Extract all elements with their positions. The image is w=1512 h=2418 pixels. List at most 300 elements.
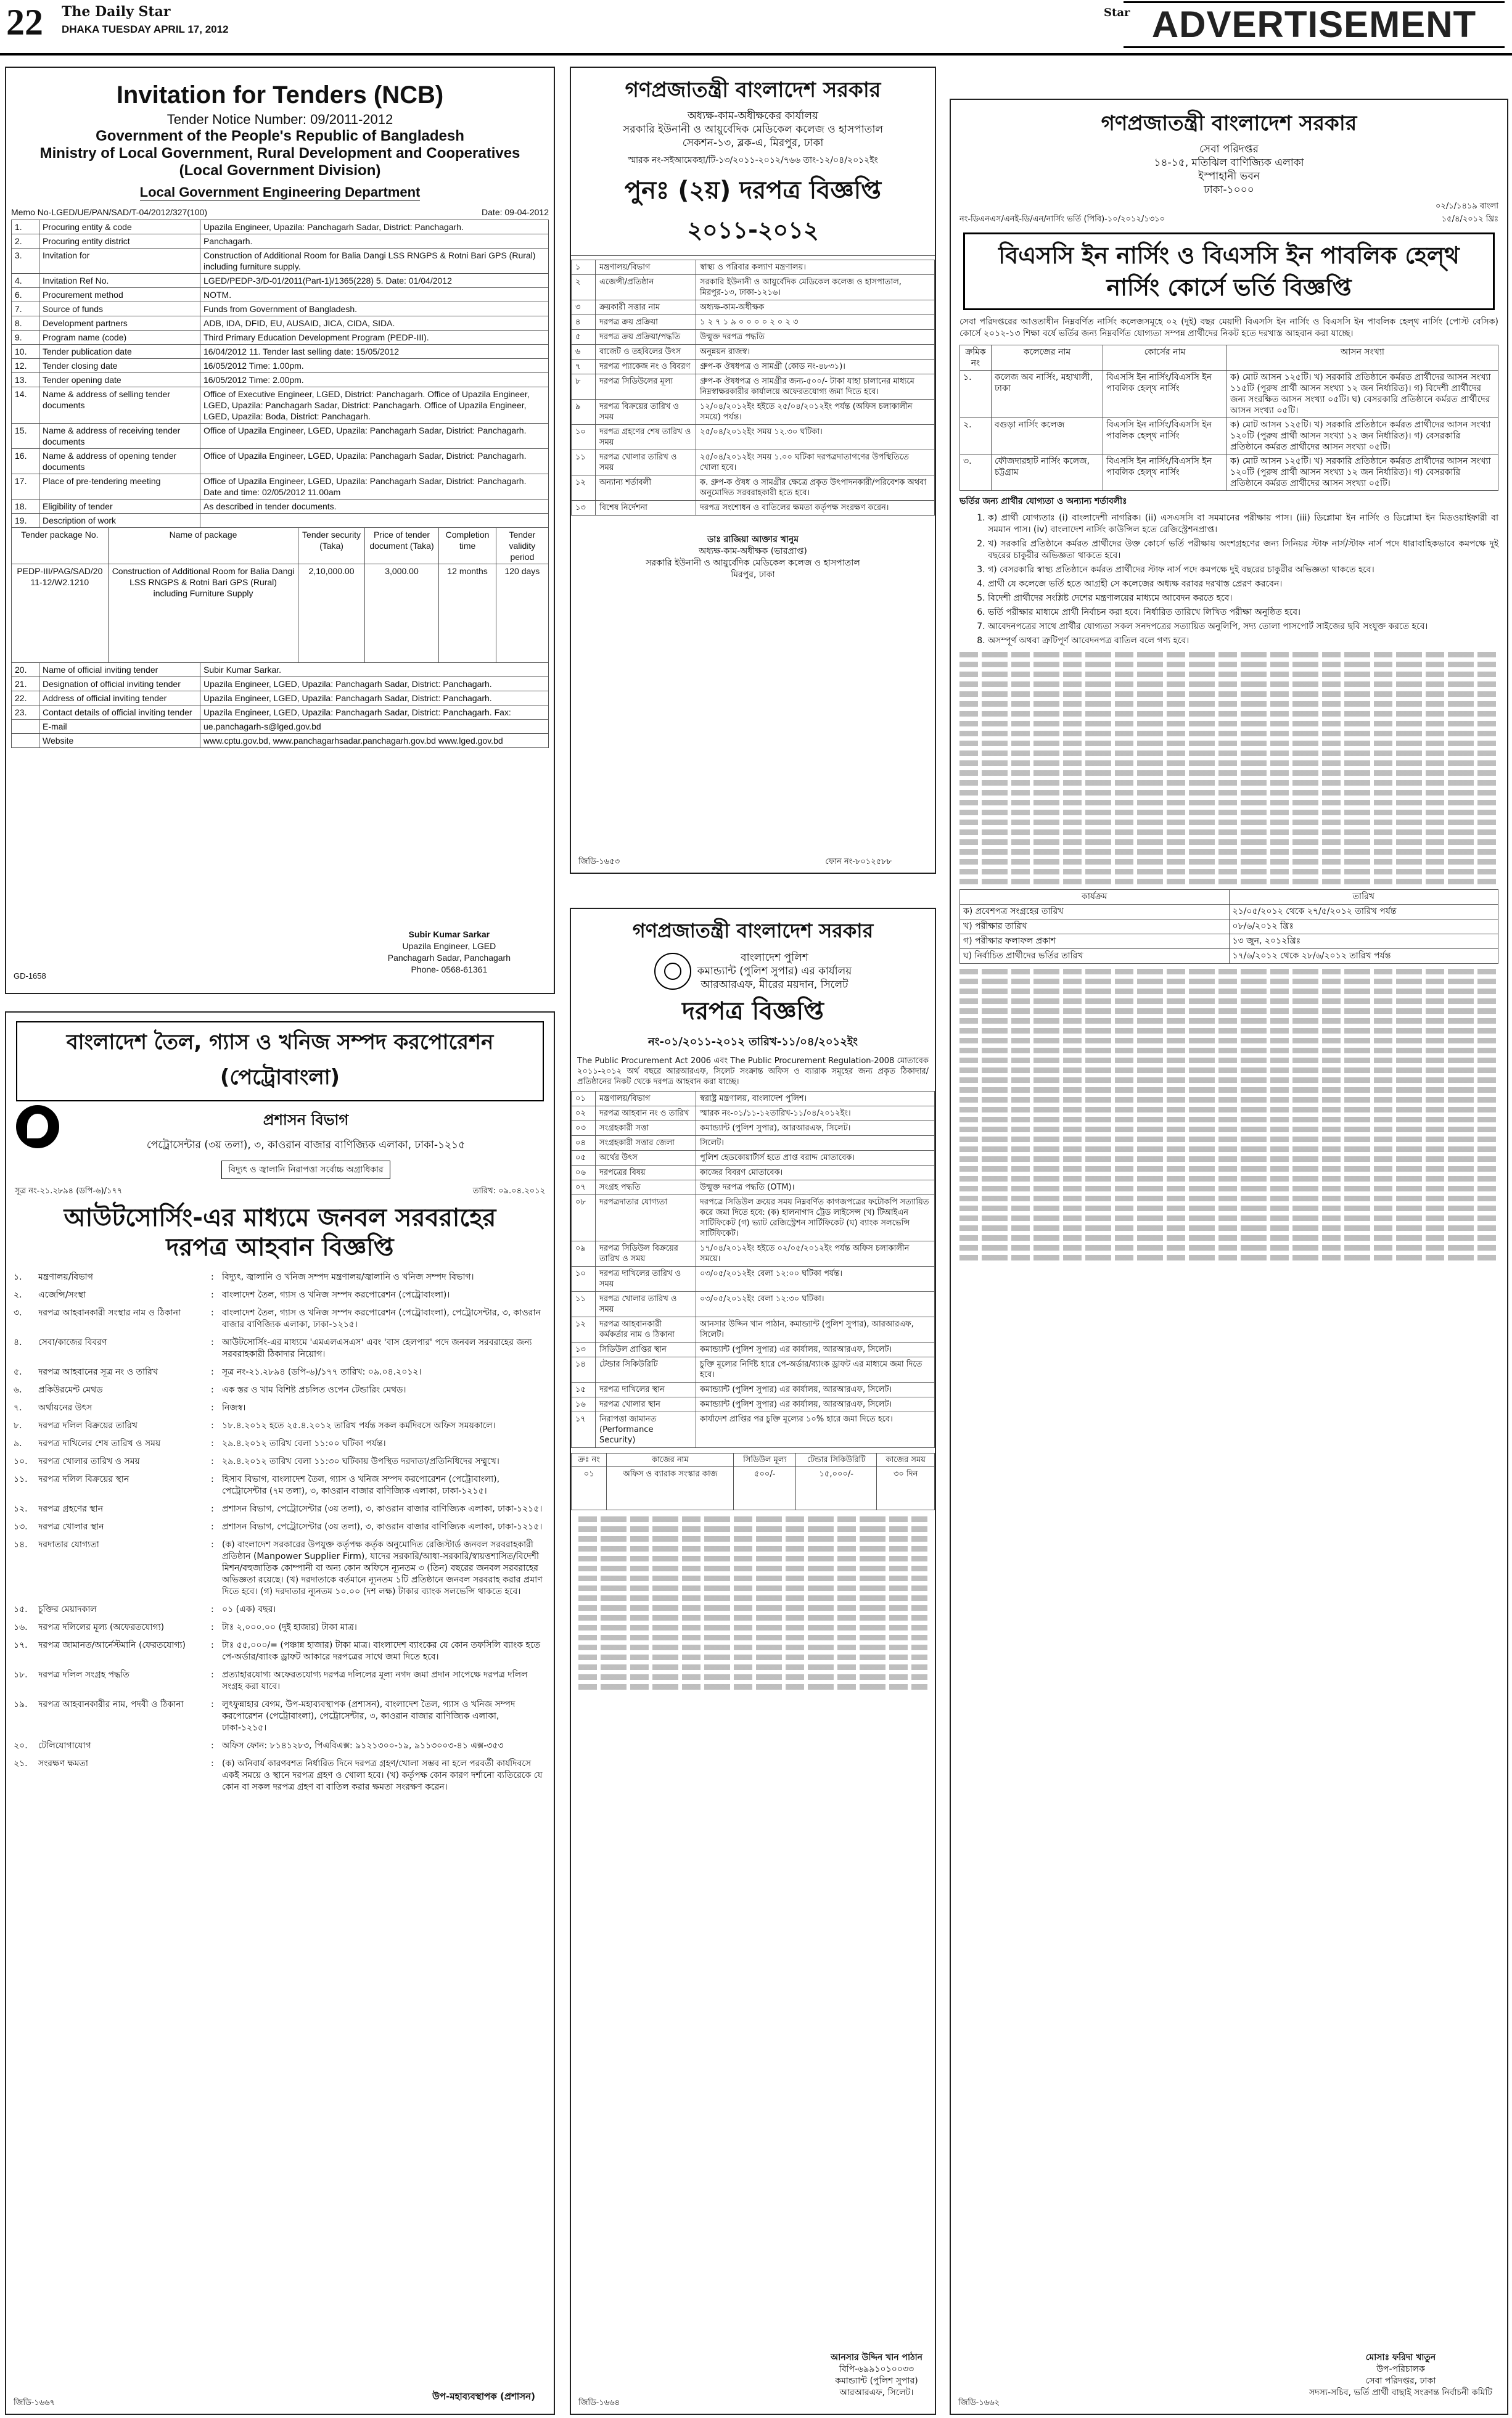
petrobangla-list-num: ১৩.: [14, 1522, 28, 1532]
hospital-cell: ১ ২ ৭ ১ ৯ ০ ০ ০ ০ ২ ০ ২ ৩: [696, 315, 935, 330]
ncb-cell: Upazila Engineer, LGED, Upazila: Panchagarh Sadar, District: Panchagarh. Fax:: [200, 705, 549, 720]
hospital-row: [572, 345, 935, 360]
hospital-cell: ৩: [572, 300, 596, 315]
police-cell: ০৩/০৫/২০১২ইং বেলা ১২:৩০ ঘটিকা।: [696, 1292, 935, 1317]
police-cell: ১৪: [572, 1357, 596, 1383]
police-work-cell: অফিস ও ব্যারাক সংস্কার কাজ: [607, 1467, 734, 1510]
nursing-schedule-cell: ঘ) নির্বাচিত প্রার্থীদের ভর্তির তারিখ: [960, 949, 1230, 964]
police-work-cell: ১৫,০০০/-: [796, 1467, 877, 1510]
ncb-division: (Local Government Division): [179, 162, 381, 179]
nursing-schedule-row: [960, 919, 1498, 934]
petrobangla-list-item: [14, 1500, 546, 1518]
nursing-seat-cell: কলেজ অব নার্সিং, মহাখালী, ঢাকা: [992, 371, 1103, 418]
ncb-cell: Designation of official inviting tender: [39, 677, 200, 691]
police-row: [572, 1195, 935, 1241]
police-emblem-icon: [654, 953, 691, 990]
petrobangla-list-item: [14, 1518, 546, 1536]
ncb-cell: 12.: [12, 359, 39, 373]
petrobangla-list-colon: :: [211, 1272, 214, 1282]
ncb-cell: Procurement method: [39, 288, 200, 302]
nursing-schedule-cell: ক) প্রবেশপত্র সংগ্রহের তারিখ: [960, 905, 1230, 919]
police-memo: নং-০১/২০১১-২০১২ তারিখ-১১/০৪/২০১২ইং: [647, 1035, 858, 1048]
petrobangla-list-num: ২১.: [14, 1759, 28, 1769]
petrobangla-list-value: এক স্তর ও খাম বিশিষ্ট প্রচলিত ওপেন টেন্ডারিং মেথড।: [222, 1385, 406, 1395]
petrobangla-list-colon: :: [211, 1700, 214, 1709]
ncb-row: [12, 359, 549, 373]
nursing-title-1: বিএসসি ইন নার্সিং ও বিএসসি ইন পাবলিক হেল্থ: [998, 242, 1460, 269]
hospital-cell: দরপত্র ক্রয় প্রক্রিয়া/পদ্ধতি: [596, 330, 696, 345]
petrobangla-head-1: আউটসোর্সিং-এর মাধ্যমে জনবল সরবরাহের: [64, 1204, 496, 1232]
ncb-cell: ue.panchagarh-s@lged.gov.bd: [200, 720, 549, 734]
police-cell: কমান্ড্যান্ট (পুলিশ সুপার) এর কার্যালয়, আরআরএফ, সিলেট।: [696, 1383, 935, 1397]
police-cell: দরপত্র সিডিউল বিক্রয়ের তারিখ ও সময়: [596, 1241, 696, 1267]
ncb-cell: Funds from Government of Bangladesh.: [200, 302, 549, 316]
nursing-seat-cell: ৩.: [960, 454, 992, 491]
ncb-cell: Source of funds: [39, 302, 200, 316]
police-cell: টেন্ডার সিকিউরিটি: [596, 1357, 696, 1383]
petrobangla-list-num: ৮.: [14, 1421, 22, 1431]
ncb-cell: Panchagarh.: [200, 234, 549, 249]
petrobangla-list-item: [14, 1334, 546, 1363]
police-sig-id: বিপি-৬৯৯১০১০০৩৩: [839, 2364, 914, 2374]
police-row: [572, 1383, 935, 1397]
hospital-office-2: সরকারি ইউনানী ও আয়ুর্বেদিক মেডিকেল কলেজ ও হাসপাতাল: [622, 123, 884, 136]
nursing-seat-cell: ফৌজদারহাট নার্সিং কলেজ, চট্টগ্রাম: [992, 454, 1103, 491]
police-cell: মন্ত্রণালয়/বিভাগ: [596, 1092, 696, 1106]
nursing-schedule-cell: ০৮/৬/২০১২ খ্রিঃ: [1229, 919, 1498, 934]
petrobangla-list-num: ২.: [14, 1290, 22, 1300]
petrobangla-list-item: [14, 1286, 546, 1304]
ncb-cell: [12, 720, 39, 734]
petrobangla-list-item: [14, 1269, 546, 1286]
police-row: [572, 1136, 935, 1151]
ncb-sig-phone: Phone- 0568-61361: [411, 964, 488, 974]
nursing-schedule-cell: ২১/০৫/২০১২ থেকে ২৭/৫/২০১২ তারিখ পর্যন্ত: [1229, 905, 1498, 919]
petrobangla-list-num: ১৮.: [14, 1670, 28, 1680]
police-sub-1: বাংলাদেশ পুলিশ: [741, 952, 808, 964]
nursing-sig-org: সেবা পরিদপ্তর, ঢাকা: [1365, 2376, 1436, 2386]
nursing-sig-desg: উপ-পরিচালক: [1376, 2364, 1425, 2374]
police-cell: ১৭/০৪/২০১২ইং হইতে ০২/০৫/২০১২ইং পর্যন্ত অফিস চলাকালীন সময়ে।: [696, 1241, 935, 1267]
petrobangla-list-key: সংরক্ষণ ক্ষমতা: [38, 1759, 88, 1769]
petrobangla-list-colon: :: [211, 1403, 214, 1413]
police-cell: দরপত্র দাখিলের তারিখ ও সময়: [596, 1267, 696, 1292]
petrobangla-list-colon: :: [211, 1605, 214, 1614]
ncb-cell: Invitation for: [39, 249, 200, 274]
ncb-row: [12, 249, 549, 274]
petrobangla-list-item: [14, 1536, 546, 1601]
police-row: [572, 1397, 935, 1412]
ncb-work-cell: 120 days: [496, 564, 548, 663]
hospital-cell: গ্রুপ-ক ঔষধপত্র ও সামগ্রী (কোড নং-৪৮৩১)।: [696, 360, 935, 374]
ncb-cell: Tender opening date: [39, 373, 200, 387]
ncb-row: [12, 373, 549, 387]
petrobangla-list-item: [14, 1435, 546, 1453]
ncb-row: [12, 474, 549, 500]
petrobangla-list-item: [14, 1696, 546, 1737]
ncb-cell: 13.: [12, 373, 39, 387]
police-cell: স্বরাষ্ট্র মন্ত্রণালয়, বাংলাদেশ পুলিশ।: [696, 1092, 935, 1106]
petrobangla-list-item: [14, 1453, 546, 1471]
nursing-seat-header: কোর্সের নাম: [1103, 345, 1227, 371]
ncb-work-table: [11, 527, 549, 663]
petrobangla-list-key: দরপত্র আহবানকারী সংস্থার নাম ও ঠিকানা: [38, 1308, 181, 1318]
petrobangla-list-key: সেবা/কাজের বিবরণ: [38, 1338, 107, 1347]
ncb-cell: Invitation Ref No.: [39, 274, 200, 288]
police-cell: ১১: [572, 1292, 596, 1317]
police-row: [572, 1092, 935, 1106]
petrobangla-list-colon: :: [211, 1622, 214, 1632]
ncb-row: [12, 288, 549, 302]
ncb-cell: Construction of Additional Room for Balia Dangi LSS RNGPS & Rotni Bari GPS (Rural) including furniture supply.: [200, 249, 549, 274]
nursing-condition-item: 1. ক) প্রার্থী যোগ্যতাঃ (i) বাংলাদেশী নাগরিক। (ii) এসএসসি বা সমমানের পরীক্ষায় পাস। (iii) ডিপ্লোমা ইন নার্সিং ও ডিপ্লোমা ইন মিডওয়াইফারী বা সমমান পাস। (iv) বাংলাদেশ নার্সিং কাউন্সিল হতে রেজিস্ট্রেশনপ্রাপ্ত।: [988, 512, 1498, 536]
ncb-work-cell: PEDP-III/PAG/SAD/20 11-12/W2.1210: [12, 564, 109, 663]
hospital-sig-desg: অধ্যক্ষ-কাম-অধীক্ষক (ভারপ্রাপ্ত): [699, 546, 807, 556]
petrobangla-list-colon: :: [211, 1759, 214, 1769]
ncb-cell: Office of Upazila Engineer, LGED, Upazila: Panchagarh Sadar, District: Panchagarh.: [200, 449, 549, 474]
ncb-cell: E-mail: [39, 720, 200, 734]
petrobangla-memo: সূত্র নং-২১.২৮৯৪ (ডপি-৬)/১৭৭: [15, 1186, 123, 1196]
police-cell: কমান্ড্যান্ট (পুলিশ সুপার) এর কার্যালয়, আরআরএফ, সিলেট।: [696, 1397, 935, 1412]
petrobangla-list-value: ১৮.৪.২০১২ হতে ২৫.৪.২০১২ তারিখ পর্যন্ত সকল কর্মদিবসে অফিস সময়কালে।: [222, 1421, 496, 1431]
police-cell: ০৭: [572, 1180, 596, 1195]
hospital-cell: মন্ত্রণালয়/বিভাগ: [596, 260, 696, 275]
nursing-sig-role: সদস্য-সচিব, ভর্তি প্রার্থী বাছাই সংক্রান্ত নির্বাচনী কমিটি: [1309, 2388, 1492, 2398]
petrobangla-list-num: ১১.: [14, 1474, 28, 1484]
petrobangla-list-item: [14, 1666, 546, 1696]
ncb-row: [12, 345, 549, 359]
ncb-memo-row: [11, 207, 549, 217]
police-cell: স্মারক নং-০১/১১-১২তারিখ-১১/০৪/২০১২ইং।: [696, 1106, 935, 1121]
ncb-cell: 16/04/2012 11. Tender last selling date: 15/05/2012: [200, 345, 549, 359]
police-cell: সংগ্রহকারী সত্তার জেলা: [596, 1136, 696, 1151]
petrobangla-list-num: ১৯.: [14, 1700, 28, 1709]
hospital-cell: ১২: [572, 475, 596, 501]
police-signature: [831, 2352, 922, 2399]
petrobangla-list-item: [14, 1601, 546, 1619]
petrobangla-list-num: ৪.: [14, 1338, 22, 1347]
police-cell: দরপত্রে সিডিউল ক্রয়ের সময় নিম্নবর্ণিত কাগজপত্রের ফটোকপি সত্যায়িত করে জমা দিতে হবে: (ক) হালনাগাদ ট্রেড লাইসেন্স (খ) টিআইএন সার্টিফিকেট (গ) ভ্যাট রেজিস্ট্রেশন সার্টিফিকেট (ঘ) ব্যাংক সলভেন্সি সার্টিফিকেট।: [696, 1195, 935, 1241]
hospital-cell: দরপত্র সিডিউলের মূল্য: [596, 374, 696, 400]
date-line: DHAKA TUESDAY APRIL 17, 2012: [62, 23, 229, 35]
ncb-row: [12, 720, 549, 734]
petrobangla-list: [14, 1269, 546, 1796]
nursing-title-2: নার্সিং কোর্সে ভর্তি বিজ্ঞপ্তি: [1106, 274, 1352, 301]
petrobangla-list-item: [14, 1619, 546, 1637]
hospital-cell: ১৩: [572, 501, 596, 516]
petrobangla-list-item: [14, 1755, 546, 1796]
hospital-cell: ১: [572, 260, 596, 275]
petrobangla-list-value: হিসাব বিভাগ, বাংলাদেশ তৈল, গ্যাস ও খনিজ সম্পদ করপোরেশন (পেট্রোবাংলা), পেট্রোসেন্টার (৭ম তলা), ৩, কাওরান বাজার বাণিজ্যিক এলাকা, ঢাকা-১২১৫।: [222, 1474, 500, 1496]
nursing-schedule-header: তারিখ: [1229, 890, 1498, 905]
ncb-cell: Upazila Engineer, Upazila: Panchagarh Sadar, District: Panchagarh.: [200, 220, 549, 234]
nursing-title-box: [963, 232, 1495, 310]
petrobangla-note: বিদ্যুৎ ও জ্বালানি নিরাপত্তা সর্বোচ্চ অগ্রাধিকার: [221, 1161, 390, 1179]
nursing-date-bn: ০২/১/১৪১৯ বাংলা: [1435, 202, 1498, 211]
hospital-cell: ৭: [572, 360, 596, 374]
police-cell: দরপত্র আহবানকারী কর্মকর্তার নাম ও ঠিকানা: [596, 1317, 696, 1343]
ncb-memo: Memo No-LGED/UE/PAN/SAD/T-04/2012/327(100): [11, 207, 207, 217]
ncb-cell: Procuring entity & code: [39, 220, 200, 234]
hospital-sig-name: ডাঃ রাজিয়া আক্তার খানুম: [707, 535, 799, 545]
nursing-schedule-table: [959, 889, 1498, 964]
police-cell: দরপত্র খোলার তারিখ ও সময়: [596, 1292, 696, 1317]
ncb-cell: Address of official inviting tender: [39, 691, 200, 705]
hospital-row: [572, 330, 935, 345]
police-cell: ১৫: [572, 1383, 596, 1397]
hospital-cell: বাজেট ও তহবিলের উৎস: [596, 345, 696, 360]
ncb-row: [12, 449, 549, 474]
nursing-merit-lists: [959, 969, 1498, 1260]
ncb-cell: 6.: [12, 288, 39, 302]
ncb-cell: 17.: [12, 474, 39, 500]
police-cell: ১৬: [572, 1397, 596, 1412]
police-cell: অর্থের উৎস: [596, 1151, 696, 1166]
police-cell: ১০: [572, 1267, 596, 1292]
petrobangla-list-value: অফিস ফোন: ৮১৪১২৮৩, পিএবিএক্স: ৯১২১৩০০-১৯, ৯১১৩০০৩-৪১ এক্স-৩৫৩: [222, 1741, 504, 1751]
police-work-header: ক্রঃ নং: [572, 1454, 607, 1467]
petrobangla-list-colon: :: [211, 1540, 214, 1550]
nursing-date-en: ১৫/৪/২০১২ খ্রিঃ: [1441, 215, 1498, 224]
ncb-date: Date: 09-04-2012: [482, 207, 549, 217]
hospital-row: [572, 315, 935, 330]
ncb-row: [12, 331, 549, 345]
ncb-row: [12, 514, 549, 528]
police-work-header: সিডিউল মূল্য: [734, 1454, 796, 1467]
police-cell: ০৪: [572, 1136, 596, 1151]
hospital-gd: জিডি-১৬৫৩: [578, 857, 620, 866]
nursing-seat-cell: ক) মোট আসন ১২৫টি। খ) সরকারি প্রতিষ্ঠানে কর্মরত প্রার্থীদের আসন সংখ্যা ১২০টি (পুরুষ প্রার্থী আসন সংখ্যা ১২ জন নির্ধারিত)। গ) বেসরকারি প্রতিষ্ঠানে কর্মরত প্রার্থীদের আসন সংখ্যা ০৫টি।: [1227, 418, 1498, 454]
hospital-row: [572, 300, 935, 315]
hospital-cell: দরপত্র বিক্রয়ের তারিখ ও সময়: [596, 400, 696, 425]
ncb-row: [12, 234, 549, 249]
ncb-work-header: Price of tender document (Taka): [364, 528, 439, 564]
hospital-memo: স্মারক নং-সইআমেকহা/টি-১৩/২০১১-২০১২/৭৬৬ তাং-১২/০৪/২০১২ইং: [628, 155, 878, 165]
paper-name: The Daily Star: [62, 4, 171, 20]
ncb-work-header: Tender package No.: [12, 528, 109, 564]
police-work-cell: ০১: [572, 1467, 607, 1510]
nursing-schedule-row: [960, 949, 1498, 964]
petrobangla-list-num: ১৫.: [14, 1605, 28, 1614]
hospital-table: [571, 260, 935, 516]
petrobangla-list-key: দরপত্র আহবানের সূত্র নং ও তারিখ: [38, 1367, 158, 1377]
hospital-row: [572, 501, 935, 516]
petrobangla-list-num: ১৪.: [14, 1540, 28, 1550]
nursing-intro: সেবা পরিদপ্তরের আওতাধীন নিম্নবর্ণিত নার্সিং কলেজসমূহে ০২ (দুই) বছর মেয়াদী বিএসসি ইন নার্সিং ও বিএসসি ইন পাবলিক হেল্থ নার্সিং (পোস্ট বেসিক) কোর্সে ২০১২-১৩ শিক্ষা বর্ষে ভর্তির জন্য নিম্নবর্ণিত যোগ্যতা সম্পন্ন প্রার্থীদের নিকট হতে দরখাস্ত আহবান করা যাচ্ছে।: [959, 317, 1498, 339]
ncb-cell: Description of work: [39, 514, 200, 528]
ncb-cell: [200, 514, 549, 528]
police-cell: নিরাপত্তা জামানত (Performance Security): [596, 1412, 696, 1448]
nursing-seat-cell: ক) মোট আসন ১২৫টি। খ) সরকারি প্রতিষ্ঠানে কর্মরত প্রার্থীদের আসন সংখ্যা ১১৫টি (পুরুষ প্রার্থী আসন সংখ্যা ১২ জন নির্ধারিত)। গ) বিদেশী প্রার্থীদের জন্য সংরক্ষিত আসন সংখ্যা ০৫টি। ঘ) বেসরকারি প্রতিষ্ঠানে কর্মরত প্রার্থীদের আসন সংখ্যা ০৫টি।: [1227, 371, 1498, 418]
nursing-sub-2: ১৪-১৫, মতিঝিল বাণিজ্যিক এলাকা: [1154, 157, 1304, 169]
police-cell: দরপত্র খোলার স্থান: [596, 1397, 696, 1412]
ncb-row: [12, 274, 549, 288]
petrobangla-list-value: প্রশাসন বিভাগ, পেট্রোসেন্টার (৩য় তলা), ৩, কাওরান বাজার বাণিজ্যিক এলাকা, ঢাকা-১২১৫।: [222, 1522, 543, 1532]
petrobangla-list-key: দরদাতার যোগ্যতা: [38, 1540, 99, 1550]
nursing-condition-item: 5. বিদেশী প্রার্থীদের সংশ্লিষ্ট দেশের মন্ত্রণালয়ের মাধ্যমে আবেদন করতে হবে।: [988, 593, 1498, 604]
hospital-cell: উন্মুক্ত দরপত্র পদ্ধতি: [696, 330, 935, 345]
hospital-row: [572, 374, 935, 400]
nursing-seat-cell: বগুড়া নার্সিং কলেজ: [992, 418, 1103, 454]
ncb-cell: 8.: [12, 316, 39, 331]
hospital-cell: ক. গ্রুপ-ক ঔষধ ও সামগ্রীর ক্ষেত্রে প্রকৃত উৎপাদনকারী/পরিবেশক অথবা অনুমোদিত সরবরাহকারী হতে হবে।: [696, 475, 935, 501]
ncb-cell: 14.: [12, 387, 39, 424]
ncb-cell: ADB, IDA, DFID, EU, AUSAID, JICA, CIDA, SIDA.: [200, 316, 549, 331]
petrobangla-list-value: প্রত্যাহারযোগ্য অফেরতযোগ্য দরপত্র দলিলের মূল্য নগদ জমা প্রদান সাপেক্ষে দরপত্র দলিল সংগ্রহ করা যাবে।: [222, 1670, 528, 1692]
hospital-cell: ক্রয়কারী সত্তার নাম: [596, 300, 696, 315]
petrobangla-list-colon: :: [211, 1457, 214, 1466]
star-logo: Star: [1104, 6, 1130, 19]
nursing-condition-item: 3. গ) বেসরকারি স্বাস্থ্য প্রতিষ্ঠানে কর্মরত প্রার্থীদের স্টাফ নার্স পদে কমপক্ষে দুই বছরের চাকুরীর অভিজ্ঞতা থাকতে হবে।: [988, 564, 1498, 576]
hospital-row: [572, 360, 935, 374]
police-cell: সংগ্রহকারী সত্তা: [596, 1121, 696, 1136]
ncb-row: [12, 424, 549, 449]
police-cell: ১৭: [572, 1412, 596, 1448]
hospital-gov: গণপ্রজাতন্ত্রী বাংলাদেশ সরকার: [625, 78, 881, 102]
nursing-seat-table: [959, 345, 1498, 491]
hospital-cell: গ্রুপ-ক ঔষধপত্র ও সামগ্রীর জন্য-৫০০/- টাকা যাহা চালানের মাধ্যমে নিম্নস্বাক্ষরকারীর কার্যালয়ে অফেরতযোগ্য জমা দিতে হবে।: [696, 374, 935, 400]
ncb-sig-place: Panchagarh Sadar, Panchagarh: [387, 953, 511, 963]
police-row: [572, 1106, 935, 1121]
hospital-row: [572, 425, 935, 450]
nursing-seat-header: কলেজের নাম: [992, 345, 1103, 371]
police-row: [572, 1317, 935, 1343]
ncb-cell: 16/05/2012 Time: 1.00pm.: [200, 359, 549, 373]
ncb-row: [12, 691, 549, 705]
police-row: [572, 1357, 935, 1383]
ncb-sig-name: Subir Kumar Sarkar: [408, 929, 490, 939]
police-sub-3: আরআরএফ, মীরের ময়দান, সিলেট: [701, 979, 848, 991]
hospital-sig-org: সরকারি ইউনানী ও আয়ুর্বেদিক মেডিকেল কলেজ ও হাসপাতাল: [646, 558, 860, 568]
ncb-cell: Procuring entity district: [39, 234, 200, 249]
nursing-seat-cell: বিএসসি ইন নার্সিং/বিএসসি ইন পাবলিক হেল্থ নার্সিং: [1103, 454, 1227, 491]
ncb-gd: GD-1658: [14, 971, 46, 981]
petrobangla-list-value: (ক) অনিবার্য কারণবশত নির্ধারিত দিনে দরপত্র গ্রহণ/খোলা সম্ভব না হলে পরবর্তী কার্যদিবসে একই সময়ে ও স্থানে দরপত্র গ্রহণ ও খোলা হবে। (খ) কর্তৃপক্ষ কোন কারণ দর্শানো ব্যতিরেকে যে কোন বা সকল দরপত্র গ্রহণ বা বাতিল করার ক্ষমতা সংরক্ষণ করেন।: [222, 1759, 543, 1792]
hospital-cell: ৪: [572, 315, 596, 330]
hospital-year: ২০১১-২০১২: [687, 216, 819, 244]
ncb-row: [12, 500, 549, 514]
hospital-cell: ৮: [572, 374, 596, 400]
police-sig-desg: কমান্ড্যান্ট (পুলিশ সুপার): [835, 2376, 918, 2386]
nursing-condition-item: 4. প্রার্থী যে কলেজে ভর্তি হতে আগ্রহী সে কলেজের অধ্যক্ষ বরাবর দরখাস্ত প্রেরণ করবেন।: [988, 578, 1498, 590]
hospital-title: পুনঃ (২য়) দরপত্র বিজ্ঞপ্তি: [624, 176, 882, 205]
ncb-cell: 7.: [12, 302, 39, 316]
hospital-office-1: অধ্যক্ষ-কাম-অধীক্ষকের কার্যালয়: [687, 110, 819, 122]
police-cell: ০৩: [572, 1121, 596, 1136]
ncb-cell: 21.: [12, 677, 39, 691]
ncb-cell: 9.: [12, 331, 39, 345]
police-work-table: [571, 1453, 935, 1510]
petrobangla-list-key: টেলিযোগাযোগ: [38, 1741, 91, 1751]
hospital-tender-ad: [570, 67, 936, 874]
petrobangla-list-key: দরপত্র খোলার তারিখ ও সময়: [38, 1457, 140, 1466]
petrobangla-list-colon: :: [211, 1308, 214, 1318]
nursing-admission-ad: [950, 99, 1508, 2415]
police-cell: ০৩/০৫/২০১২ইং বেলা ১২:০০ ঘটিকা পর্যন্ত।: [696, 1267, 935, 1292]
hospital-cell: ২: [572, 275, 596, 300]
police-row: [572, 1180, 935, 1195]
police-cell: কমান্ড্যান্ট (পুলিশ সুপার), আরআরএফ, সিলেট।: [696, 1121, 935, 1136]
hospital-cell: দরপত্র ক্রয় প্রক্রিয়া: [596, 315, 696, 330]
page-number: 22: [6, 2, 43, 43]
hospital-cell: দরপত্র গ্রহণের শেষ তারিখ ও সময়: [596, 425, 696, 450]
hospital-cell: দরপত্র খোলার তারিখ ও সময়: [596, 450, 696, 475]
ncb-cell: Name & address of receiving tender documents: [39, 424, 200, 449]
nursing-condition-item: 8. অসম্পূর্ণ অথবা ত্রুটিপূর্ণ আবেদনপত্র বাতিল বলে গণ্য হবে।: [988, 635, 1498, 647]
petrobangla-list-key: চুক্তির মেয়াদকাল: [38, 1605, 97, 1614]
ncb-cell: 16.: [12, 449, 39, 474]
petrobangla-logo-icon: [16, 1105, 59, 1148]
petrobangla-list-num: ১৬.: [14, 1622, 28, 1632]
petrobangla-list-colon: :: [211, 1338, 214, 1347]
police-sub-2: কমান্ড্যান্ট (পুলিশ সুপার) এর কার্যালয়: [697, 965, 852, 977]
ncb-cell: 10.: [12, 345, 39, 359]
ncb-row: [12, 302, 549, 316]
petrobangla-list-item: [14, 1381, 546, 1399]
petrobangla-list-value: প্রশাসন বিভাগ, পেট্রোসেন্টার (৩য় তলা), ৩, কাওরান বাজার বাণিজ্যিক এলাকা, ঢাকা-১২১৫।: [222, 1504, 543, 1514]
petrobangla-list-key: দরপত্র জামানত/আর্নেস্টমানি (ফেরতযোগ্য): [38, 1640, 186, 1650]
ncb-cell: Contact details of official inviting tender: [39, 705, 200, 720]
petrobangla-ad: [5, 1011, 555, 2415]
police-work-header: টেন্ডার সিকিউরিটি: [796, 1454, 877, 1467]
petrobangla-list-key: এজেন্সি/সংস্থা: [38, 1290, 86, 1300]
police-title: দরপত্র বিজ্ঞপ্তি: [682, 997, 824, 1026]
police-row: [572, 1241, 935, 1267]
hospital-cell: স্বাস্থ্য ও পরিবার কল্যাণ মন্ত্রণালয়।: [696, 260, 935, 275]
ncb-table-2: [11, 662, 549, 748]
ncb-cell: 1.: [12, 220, 39, 234]
police-work-header: কাজের সময়: [877, 1454, 935, 1467]
police-row: [572, 1166, 935, 1180]
hospital-signature: [571, 534, 935, 581]
nursing-seat-row: [960, 371, 1498, 418]
police-cell: সংগ্রহ পদ্ধতি: [596, 1180, 696, 1195]
police-cell: উন্মুক্ত দরপত্র পদ্ধতি (OTM)।: [696, 1180, 935, 1195]
nursing-gov: গণপ্রজাতন্ত্রী বাংলাদেশ সরকার: [1101, 111, 1357, 136]
hospital-cell: ১২/০৪/২০১২ইং হইতে ২৫/০৪/২০১২ইং পর্যন্ত (অফিস চলাকালীন সময়ে) পর্যন্ত।: [696, 400, 935, 425]
nursing-condition-item: 2. খ) সরকারি প্রতিষ্ঠানে কর্মরত প্রার্থীদের উক্ত কোর্সে ভর্তি পরীক্ষায় অংশগ্রহণের জন্য সিনিয়র স্টাফ নার্স/স্টাফ নার্স পদে ধারাবাহিকভাবে কমপক্ষে দুই বছরের চাকুরীর অভিজ্ঞতা থাকতে হবে।: [988, 538, 1498, 562]
ncb-cell: Office of Upazila Engineer, LGED, Upazila: Panchagarh Sadar, District: Panchagarh.: [200, 424, 549, 449]
police-intro: The Public Procurement Act 2006 এবং The Public Procurement Regulation-2008 মোতাবেক ২০১১-২০১২ অর্থ বছরে আরআরএফ, সিলেট সংক্রান্ত অফিস ও ব্যারাক সমূহের জন্য প্রকৃত ঠিকাদার/প্রতিষ্ঠানের নিকট থেকে দরপত্র আহবান করা যাচ্ছে।: [577, 1056, 929, 1087]
ncb-work-cell: 3,000.00: [364, 564, 439, 663]
police-cell: কার্যাদেশ প্রাপ্তির পর চুক্তি মূল্যের ১০% হারে জমা দিতে হবে।: [696, 1412, 935, 1448]
ncb-cell: Tender publication date: [39, 345, 200, 359]
police-gov: গণপ্রজাতন্ত্রী বাংলাদেশ সরকার: [632, 919, 874, 942]
petrobangla-list-num: ৫.: [14, 1367, 22, 1377]
petrobangla-list-value: বাংলাদেশ তৈল, গ্যাস ও খনিজ সম্পদ করপোরেশন (পেট্রোবাংলা), পেট্রোসেন্টার, ৩, কাওরান বাজার বাণিজ্যিক এলাকা, ঢাকা-১২১৫।: [222, 1308, 541, 1330]
petrobangla-list-value: ২৯.৪.২০১২ তারিখ বেলা ১১:৩০ ঘটিকায় উপস্থিত দরদাতা/প্রতিনিধিদের সম্মুখে।: [222, 1457, 499, 1466]
nursing-sig-name: মোসাঃ ফরিদা খাতুন: [1365, 2353, 1436, 2362]
police-gd: জিডি-১৬৬৪: [578, 2398, 620, 2408]
police-tender-ad: [570, 908, 936, 2415]
petrobangla-list-key: দরপত্র দলিল বিক্রয়ের তারিখ: [38, 1421, 138, 1431]
ncb-signature: [388, 929, 511, 976]
ncb-cell: www.cptu.gov.bd, www.panchagarhsadar.panchagarh.gov.bd www.lged.gov.bd: [200, 734, 549, 748]
police-row: [572, 1292, 935, 1317]
hospital-cell: ৯: [572, 400, 596, 425]
petrobangla-list-item: [14, 1399, 546, 1417]
petrobangla-address: পেট্রোসেন্টার (৩য় তলা), ৩, কাওরান বাজার বাণিজ্যিক এলাকা, ঢাকা-১২১৫: [146, 1139, 466, 1151]
hospital-cell: ২৫/০৪/২০১২ইং সময় ১২.৩০ ঘটিকা।: [696, 425, 935, 450]
petrobangla-list-num: ২০.: [14, 1741, 28, 1751]
petrobangla-list-key: দরপত্র খোলার স্থান: [38, 1522, 104, 1532]
hospital-cell: ২৫/০৪/২০১২ইং সময় ১.০০ ঘটিকা দরপত্রদাতাগণের উপস্থিতিতে খোলা হবে।: [696, 450, 935, 475]
ncb-work-cell: 2,10,000.00: [298, 564, 364, 663]
petrobangla-list-key: দরপত্র দলিলের মূল্য (অফেরতযোগ্য): [38, 1622, 165, 1632]
hospital-row: [572, 400, 935, 425]
police-cell: ০১: [572, 1092, 596, 1106]
ncb-cell: Name & address of opening tender documents: [39, 449, 200, 474]
